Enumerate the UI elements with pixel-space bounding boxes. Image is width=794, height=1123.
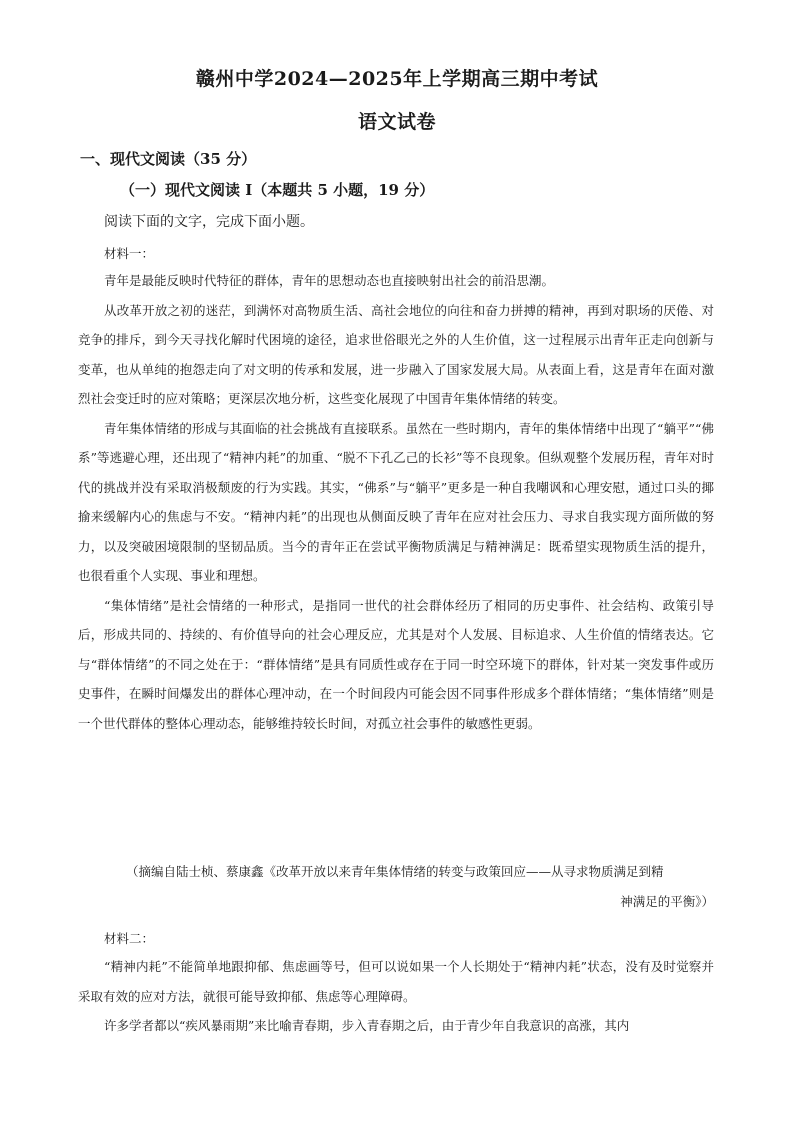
material-one-label: 材料一： (104, 246, 155, 261)
paragraph: 青年是最能反映时代特征的群体，青年的思想动态也直接映射出社会的前沿思潮。 (104, 273, 555, 288)
paragraph: 从改革开放之初的迷茫，到满怀对高物质生活、高社会地位的向往和奋力拼搏的精神，再到对职场的厌倦、对竞争的排斥，到今天寻找化解时代困境的途径，追求世俗眼光之外的人生价值，这一过程展示出青年正走向创新与变革，也从单纯的抱怨走向了对文明的传承和发展，进一步融入了国家发展大局。从表面上看，这是青年在面对激烈社会变迁时的应对策略；更深层次地分析，这些变化展现了中国青年集体情绪的转变。 (78, 302, 714, 406)
exam-title: 赣州中学2024—2025年上学期高三期中考试 (195, 68, 599, 90)
material-one-body (78, 266, 714, 738)
paragraph: 青年集体情绪的形成与其面临的社会挑战有直接联系。虽然在一些时期内，青年的集体情绪中出现了“躺平”“佛系”等逃避心理，还出现了“精神内耗”的加重、“脱不下孔乙己的长衫”等不良现象。但纵观整个发展历程，青年对时代的挑战并没有采取消极颓废的行为实践。其实，“佛系”与“躺平”更多是一种自我嘲讽和心理安慰，通过口头的揶揄来缓解内心的焦虑与不安。“精神内耗”的出现也从侧面反映了青年在应对社会压力、寻求自我实现方面所做的努力，以及突破困境限制的坚韧品质。当今的青年正在尝试平衡物质满足与精神满足：既希望实现物质生活的提升，也很看重个人实现、事业和理想。 (78, 420, 714, 583)
instruction-text: 阅读下面的文字，完成下面小题。 (104, 214, 314, 230)
source-line: 神满足的平衡》） (620, 893, 714, 909)
section-heading: 一、现代文阅读（35 分） (80, 150, 257, 168)
source-line: （摘编自陆士桢、蔡康鑫《改革开放以来青年集体情绪的转变与政策回应——从寻求物质满足到精 (126, 864, 664, 879)
paragraph: “精神内耗”不能简单地跟抑郁、焦虑画等号，但可以说如果一个人长期处于“精神内耗”状态，没有及时觉察并采取有效的应对方法，就很可能导致抑郁、焦虑等心理障碍。 (78, 959, 714, 1004)
subsection-heading: （一）现代文阅读 I（本题共 5 小题，19 分） (120, 181, 435, 199)
source-citation (78, 857, 714, 916)
material-two-body (78, 952, 714, 1041)
paragraph: “集体情绪”是社会情绪的一种形式，是指同一世代的社会群体经历了相同的历史事件、社会结构、政策引导后，形成共同的、持续的、有价值导向的社会心理反应，尤其是对个人发展、目标追求、人生价值的情绪表达。它与“群体情绪”的不同之处在于：“群体情绪”是具有同质性或存在于同一时空环境下的群体，针对某一突发事件或历史事件，在瞬时间爆发出的群体心理冲动，在一个时间段内可能会因不同事件形成多个群体情绪；“集体情绪”则是一个世代群体的整体心理动态，能够维持较长时间，对孤立社会事件的敏感性更弱。 (78, 597, 714, 731)
material-two-label: 材料二： (104, 931, 155, 946)
exam-subtitle: 语文试卷 (357, 111, 436, 133)
paragraph: 许多学者都以“疾风暴雨期”来比喻青春期，步入青春期之后，由于青少年自我意识的高涨，其内 (104, 1018, 630, 1033)
